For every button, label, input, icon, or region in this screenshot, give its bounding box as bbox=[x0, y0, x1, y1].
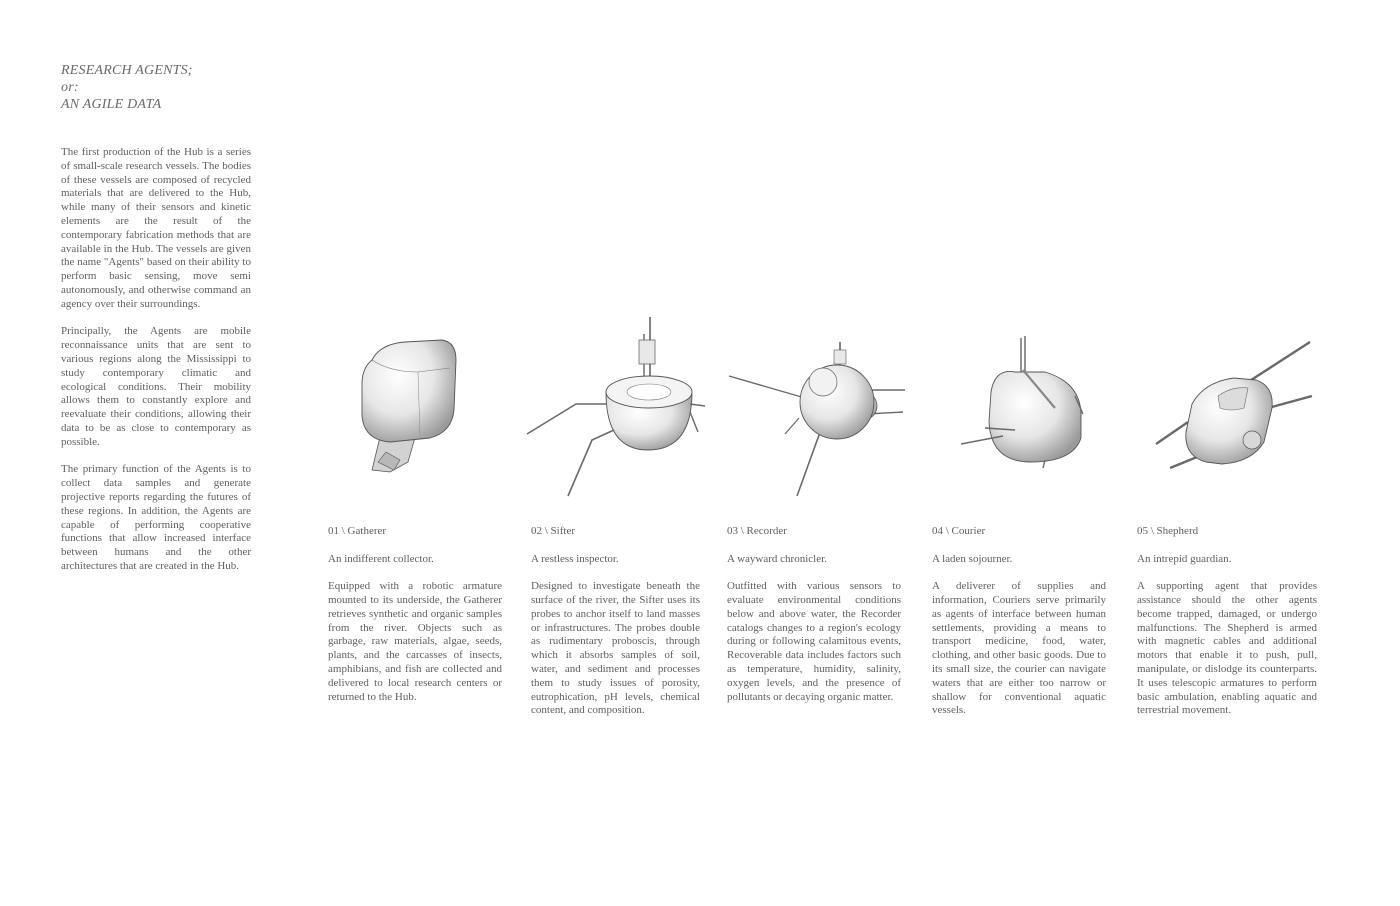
agent-courier bbox=[932, 525, 1106, 718]
title-line-3: AN AGILE DATA bbox=[61, 97, 162, 112]
intro-paragraph: The first production of the Hub is a series of small-scale research vessels. The bodies of these vessels are composed of recycled materials that are delivered to the Hub, while many of their sensors and kinetic elements are the result of the contemporary fabrication methods that are available in the Hub. The vessels are given the name "Agents" based on their ability to perform basic sensing, move semi autonomously, and otherwise command an agency over their surroundings. bbox=[61, 146, 251, 310]
agent-description: A deliverer of supplies and information, Couriers serve primarily as agents of interface between human settlements, providing a means to transport medicine, food, water, clothing, and other basic goods. Due to its small size, the courier can navigate waters that are either too narrow or shallow for conventional aquatic vessels. bbox=[932, 580, 1106, 717]
sifter-illustration bbox=[522, 312, 708, 502]
intro-paragraph: The primary function of the Agents is to collect data samples and generate projective reports regarding the futures of these regions. In addition, the Agents are capable of performing cooperative functions that allow increased interface between humans and the other architectures that are created in the Hub. bbox=[61, 463, 251, 572]
agent-tagline: A restless inspector. bbox=[531, 552, 619, 565]
agent-description: Outfitted with various sensors to evaluate environmental conditions below and above water, the Recorder catalogs changes to a region's ecology during or following calamitous events, Recoverable data includes factors such as temperature, humidity, salinity, oxygen levels, and the presence of pollutants or decaying organic matter. bbox=[727, 580, 901, 703]
agent-gatherer bbox=[328, 525, 502, 704]
agent-number: 05 \ Shepherd bbox=[1137, 525, 1199, 537]
agent-shepherd bbox=[1137, 525, 1317, 718]
intro-text bbox=[61, 146, 251, 588]
agent-tagline: A laden sojourner. bbox=[932, 552, 1013, 565]
recorder-illustration bbox=[727, 312, 907, 502]
courier-illustration bbox=[955, 312, 1090, 502]
agent-number: 03 \ Recorder bbox=[727, 525, 787, 537]
agent-number: 02 \ Sifter bbox=[531, 525, 575, 537]
page-title bbox=[61, 62, 193, 113]
agent-description: Equipped with a robotic armature mounted to its underside, the Gatherer retrieves synthetic and organic samples from the river. Objects such as garbage, raw materials, algae, seeds, plants, and the carcasses of insects, amphibians, and fish are collected and delivered to local research centers or returned to the Hub. bbox=[328, 580, 502, 703]
agent-tagline: A wayward chronicler. bbox=[727, 552, 827, 565]
agent-tagline: An indifferent collector. bbox=[328, 552, 434, 565]
title-line-2: or: bbox=[61, 80, 79, 95]
gatherer-illustration bbox=[350, 312, 470, 502]
shepherd-illustration bbox=[1148, 312, 1320, 502]
agent-number: 01 \ Gatherer bbox=[328, 525, 387, 537]
agent-sifter bbox=[531, 525, 700, 718]
agent-description: A supporting agent that provides assistance should the other agents become trapped, damaged, or undergo malfunctions. The Shepherd is armed with magnetic cables and additional motors that enable it to push, pull, manipulate, or dislodge its counterparts. It uses telescopic armatures to perform basic ambulation, enabling aquatic and terrestrial movement. bbox=[1137, 580, 1317, 717]
intro-paragraph: Principally, the Agents are mobile reconnaissance units that are sent to various regions along the Mississippi to study contemporary climatic and ecological conditions. Their mobility allows them to constantly explore and reevaluate their conditions, allowing their data to be as close to contemporary as possible. bbox=[61, 325, 251, 448]
agent-recorder bbox=[727, 525, 901, 704]
agent-tagline: An intrepid guardian. bbox=[1137, 552, 1232, 565]
agent-number: 04 \ Courier bbox=[932, 525, 986, 537]
agent-description: Designed to investigate beneath the surface of the river, the Sifter uses its probes to anchor itself to land masses or infrastructures. The probes double as rudimentary proboscis, through which it absorbs samples of soil, water, and sediment and processes them to study issues of porosity, eutrophication, pH levels, chemical content, and composition. bbox=[531, 580, 700, 717]
title-line-1: RESEARCH AGENTS; bbox=[61, 63, 193, 78]
